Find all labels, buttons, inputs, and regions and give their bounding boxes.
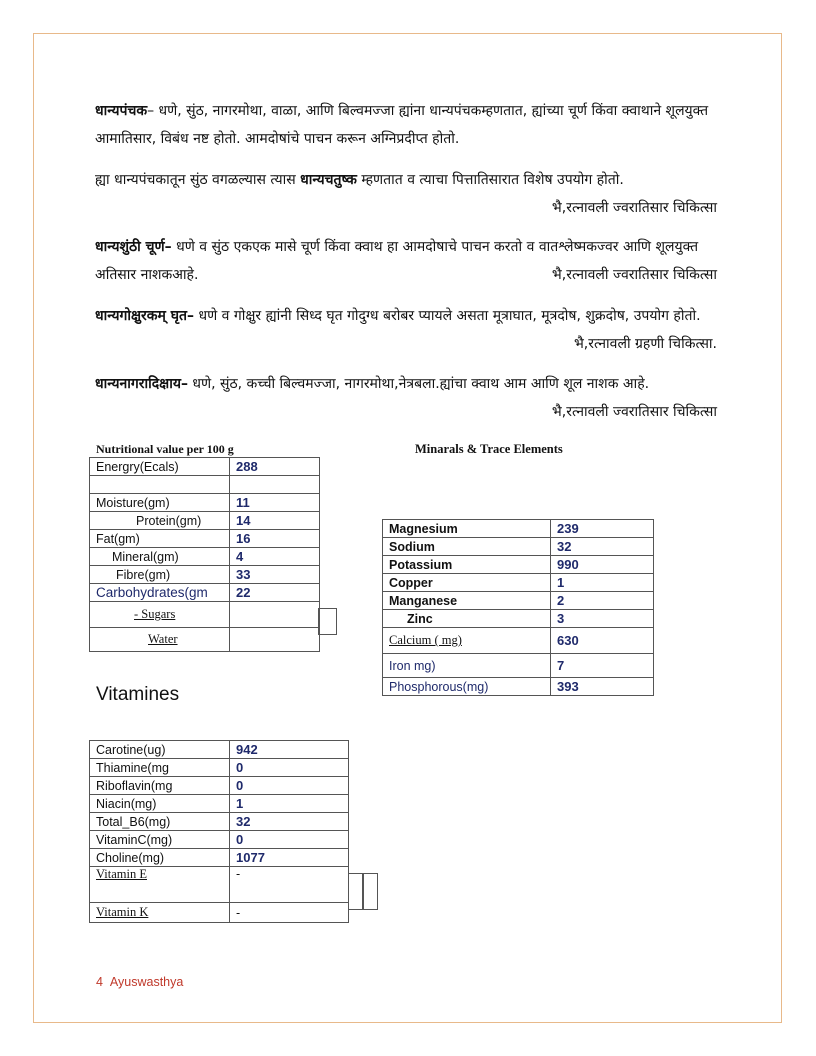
table-row: VitaminC(mg) 0: [90, 831, 349, 849]
reference: भै,रत्नावली ज्वरातिसार चिकित्सा: [551, 267, 717, 283]
table-row: Iron mg) 7: [383, 654, 654, 678]
term: धान्यशुंठी चूर्ण–: [95, 239, 172, 255]
table-row: Vitamin K -: [90, 903, 349, 923]
table-row: Water: [90, 628, 320, 652]
table-row: Vitamin E -: [90, 867, 349, 903]
term: धान्यगोक्षुरकम् घृत–: [95, 308, 195, 324]
table-row: Carotine(ug) 942: [90, 741, 349, 759]
reference: भै,रत्नावली ज्वरातिसार चिकित्सा: [551, 200, 717, 216]
para-text: म्हणतात व त्याचा पित्तातिसारात विशेष उपयोग होतो.: [356, 172, 624, 188]
table-row: Copper 1: [383, 574, 654, 592]
para-dhanyagokshurak: [95, 302, 717, 358]
table-row: Sodium 32: [383, 538, 654, 556]
term: धान्यचतुष्क: [300, 172, 357, 188]
table-row: Choline(mg) 1077: [90, 849, 349, 867]
table-row: - Sugars: [90, 602, 320, 628]
para-dhanyanagaradi: [95, 370, 717, 426]
table-row: Energry(Ecals) 288: [90, 458, 320, 476]
term: धान्यपंचक: [95, 103, 148, 119]
para-dhanyapanchak: [95, 97, 717, 153]
para-text: धणे व गोक्षुर ह्यांनी सिध्द घृत गोदुग्ध बरोबर प्यायले असता मूत्राघात, मूत्रदोष, शुक्रदोष, उपयोग होतो.: [194, 308, 701, 324]
table-row: Fibre(gm) 33: [90, 566, 320, 584]
para-dhanyashunthi: [95, 233, 717, 289]
table-extra-cell: [318, 608, 337, 635]
table-row: Moisture(gm) 11: [90, 494, 320, 512]
nutrition-title: Nutritional value per 100 g: [96, 442, 234, 456]
table-row: Total_B6(mg) 32: [90, 813, 349, 831]
page-footer: [96, 975, 183, 989]
table-row: Mineral(gm) 4: [90, 548, 320, 566]
reference: भै,रत्नावली ज्वरातिसार चिकित्सा: [551, 404, 717, 420]
minerals-title: Minarals & Trace Elements: [415, 442, 563, 456]
table-row: Phosphorous(mg) 393: [383, 678, 654, 696]
table-extra-cell: [362, 873, 378, 910]
table-row: Potassium 990: [383, 556, 654, 574]
table-row: Thiamine(mg 0: [90, 759, 349, 777]
minerals-table: [382, 519, 654, 696]
table-row: Zinc 3: [383, 610, 654, 628]
table-row: Niacin(mg) 1: [90, 795, 349, 813]
table-row: Protein(gm) 14: [90, 512, 320, 530]
table-row: Manganese 2: [383, 592, 654, 610]
para-text: – धणे, सुंठ, नागरमोथा, वाळा, आणि बिल्वमज्जा ह्यांना धान्यपंचकम्हणतात, ह्यांच्या चूर्ण किंवा क्वाथाने शूलयुक्त आमातिसार, विबंध नष्ट होतो. आमदोषांचे पाचन करून अग्निप्रदीप्त होतो.: [95, 103, 709, 147]
table-row: Riboflavin(mg 0: [90, 777, 349, 795]
para-pre: ह्या धान्यपंचकातून सुंठ वगळल्यास त्यास: [95, 172, 301, 188]
footer-title: Ayuswasthya: [109, 975, 184, 989]
para-dhanyachatushk: [95, 166, 717, 222]
reference: भै,रत्नावली ग्रहणी चिकित्सा.: [573, 336, 717, 352]
table-row: Magnesium 239: [383, 520, 654, 538]
table-row: Fat(gm) 16: [90, 530, 320, 548]
page-number: 4: [96, 975, 103, 989]
vitamins-heading: Vitamines: [96, 684, 180, 705]
para-text: धणे, सुंठ, कच्ची बिल्वमज्जा, नागरमोथा,नेत्रबला.ह्यांचा क्वाथ आम आणि शूल नाशक आहे.: [187, 376, 650, 392]
term: धान्यनागरादिक्षाय–: [95, 376, 188, 392]
vitamins-table: [89, 740, 349, 923]
table-row: [90, 476, 320, 494]
nutrition-table: [89, 457, 320, 652]
table-row: Calcium ( mg) 630: [383, 628, 654, 654]
table-row: Carbohydrates(gm 22: [90, 584, 320, 602]
para-text: धणे व सुंठ एकएक मासे चूर्ण किंवा क्वाथ हा आमदोषाचे पाचन करतो व वातश्लेष्मकज्वर आणि शूलयुक्त अतिसार नाशकआहे.: [95, 239, 699, 283]
